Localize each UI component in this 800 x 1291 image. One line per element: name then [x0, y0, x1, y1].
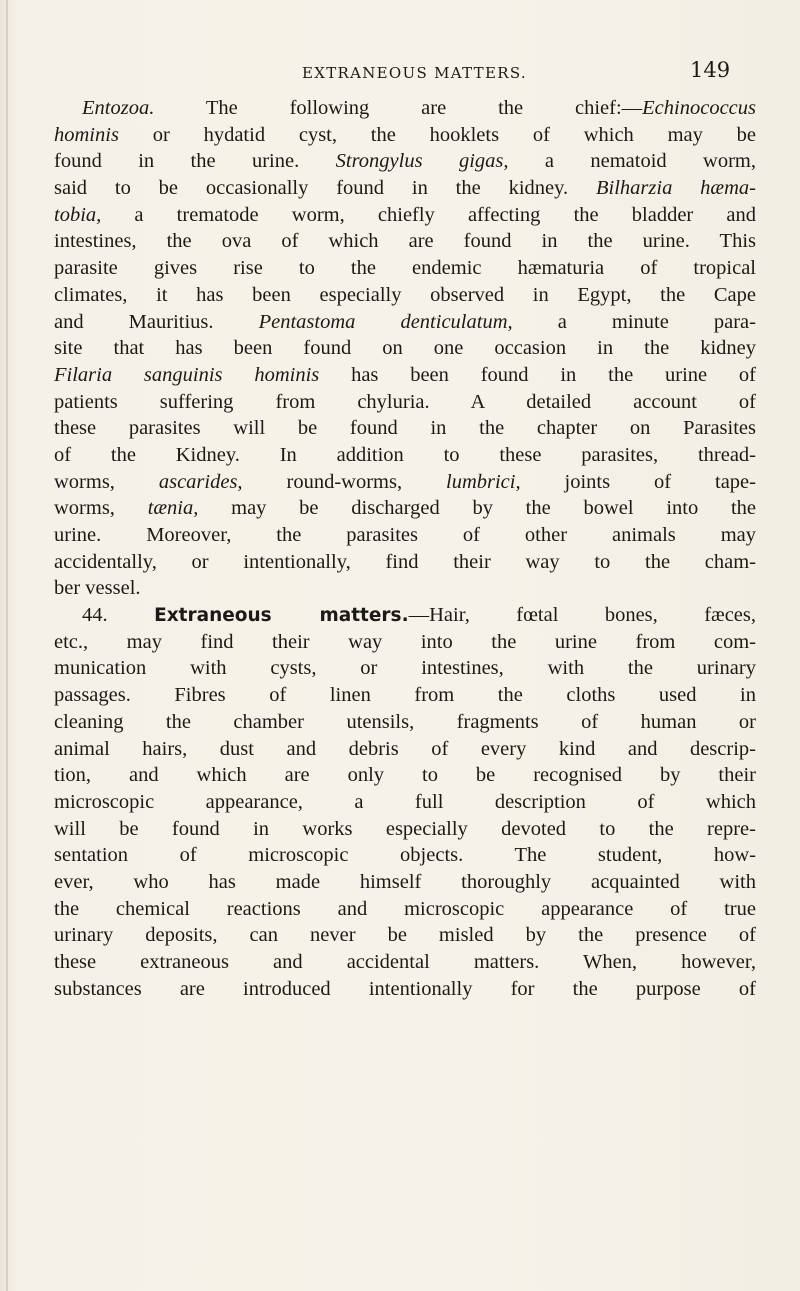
text-segment: urinary deposits, can never be misled by the presence of: [54, 924, 756, 947]
text-line: [54, 362, 756, 389]
text-line: [54, 415, 756, 442]
text-segment: 44.: [82, 604, 155, 627]
text-line: [54, 736, 756, 763]
text-segment: of the Kidney. In addition to these parasites, thread-: [54, 443, 756, 466]
text-line: [54, 655, 756, 682]
text-segment: these extraneous and accidental matters. When, however,: [54, 951, 756, 973]
text-segment: or hydatid cyst, the hooklets of which may be: [118, 123, 756, 146]
text-segment: parasite gives rise to the endemic hæmaturia of tropical: [54, 257, 756, 280]
text-segment: urine. Moreover, the parasites of other animals may: [54, 524, 756, 546]
italic-term: tobia,: [54, 203, 102, 226]
text-segment: —Hair, fœtal bones, fæces,: [408, 604, 757, 627]
text-line: [54, 389, 756, 416]
text-line: [54, 789, 756, 816]
text-line: [54, 228, 756, 255]
text-line: [54, 522, 756, 549]
text-segment: ber vessel.: [54, 577, 141, 600]
text-line: [54, 95, 756, 122]
text-segment: substances are introduced intentionally for the purpose of: [54, 977, 756, 1000]
italic-term: Echinococcus: [642, 97, 756, 119]
text-segment: ever, who has made himself thoroughly acquainted with: [54, 870, 756, 893]
text-line: [54, 495, 756, 522]
text-line: [54, 575, 756, 602]
text-segment: worms,: [54, 470, 159, 493]
page-header: [0, 58, 800, 88]
text-segment: a trematode worm, chiefly affecting the bladder and: [101, 203, 756, 226]
text-line: [54, 335, 756, 362]
text-line: [54, 175, 756, 202]
italic-term: Bilharzia hæma-: [596, 177, 756, 200]
italic-term: ascarides,: [158, 470, 243, 493]
text-segment: intestines, the ova of which are found in the urine. This: [54, 230, 756, 253]
italic-term: Filaria sanguinis hominis: [54, 363, 320, 386]
text-line: [54, 255, 756, 282]
text-line: [54, 976, 756, 1003]
text-segment: tion, and which are only to be recognised by their: [54, 764, 756, 787]
text-segment: worms,: [54, 497, 148, 520]
italic-term: hominis: [54, 123, 119, 146]
italic-term: Pentastoma denticulatum,: [258, 310, 513, 333]
text-segment: site that has been found on one occasion in the kidney: [54, 337, 756, 360]
page-number: 149: [690, 58, 731, 82]
text-line: [54, 469, 756, 496]
text-segment: has been found in the urine of: [319, 363, 757, 386]
italic-term: Strongylus gigas,: [335, 150, 509, 173]
text-segment: will be found in works especially devoted to the repre-: [54, 817, 756, 840]
text-segment: The following are the chief:—: [154, 97, 643, 119]
text-segment: round-worms,: [242, 470, 446, 493]
text-segment: and Mauritius.: [54, 310, 259, 333]
text-segment: etc., may find their way into the urine from com-: [54, 630, 756, 653]
text-line: [54, 869, 756, 896]
text-segment: sentation of microscopic objects. The student, how-: [54, 844, 756, 867]
text-line: [54, 682, 756, 709]
text-segment: cleaning the chamber utensils, fragments of human or: [54, 710, 756, 733]
section-title: Extraneous matters.: [154, 605, 409, 627]
text-segment: munication with cysts, or intestines, with the urinary: [54, 657, 756, 680]
italic-term: tænia,: [147, 497, 199, 520]
text-segment: joints of tape-: [520, 470, 756, 493]
text-segment: said to be occasionally found in the kidney.: [54, 177, 597, 200]
text-line: [54, 122, 756, 149]
text-line: [54, 309, 756, 336]
text-segment: a minute para-: [512, 310, 756, 333]
text-line: [54, 282, 756, 309]
text-line: [54, 896, 756, 923]
text-segment: passages. Fibres of linen from the cloths used in: [54, 684, 756, 707]
page-gutter: [6, 0, 8, 1291]
text-segment: microscopic appearance, a full description of which: [54, 790, 756, 813]
text-segment: the chemical reactions and microscopic appearance of true: [54, 897, 756, 920]
running-title: EXTRANEOUS MATTERS.: [302, 64, 527, 82]
text-line: [54, 549, 756, 576]
text-segment: found in the urine.: [54, 150, 336, 173]
text-line: [54, 816, 756, 843]
text-line: [54, 629, 756, 656]
text-line: [54, 148, 756, 175]
body-text: [54, 95, 756, 1002]
text-line: [54, 709, 756, 736]
text-line: [54, 202, 756, 229]
text-segment: accidentally, or intentionally, find their way to the cham-: [54, 550, 756, 573]
text-line: [54, 949, 756, 976]
text-line: [54, 602, 756, 629]
text-segment: climates, it has been especially observed in Egypt, the Cape: [54, 283, 756, 306]
text-line: [54, 762, 756, 789]
text-segment: a nematoid worm,: [508, 150, 756, 173]
text-segment: animal hairs, dust and debris of every kind and descrip-: [54, 737, 756, 760]
text-line: [54, 922, 756, 949]
text-segment: patients suffering from chyluria. A detailed account of: [54, 390, 756, 413]
text-segment: may be discharged by the bowel into the: [198, 497, 756, 520]
text-line: [54, 842, 756, 869]
italic-term: Entozoa.: [82, 97, 155, 119]
text-line: [54, 442, 756, 469]
italic-term: lumbrici,: [446, 470, 521, 493]
text-segment: these parasites will be found in the chapter on Parasites: [54, 417, 756, 440]
